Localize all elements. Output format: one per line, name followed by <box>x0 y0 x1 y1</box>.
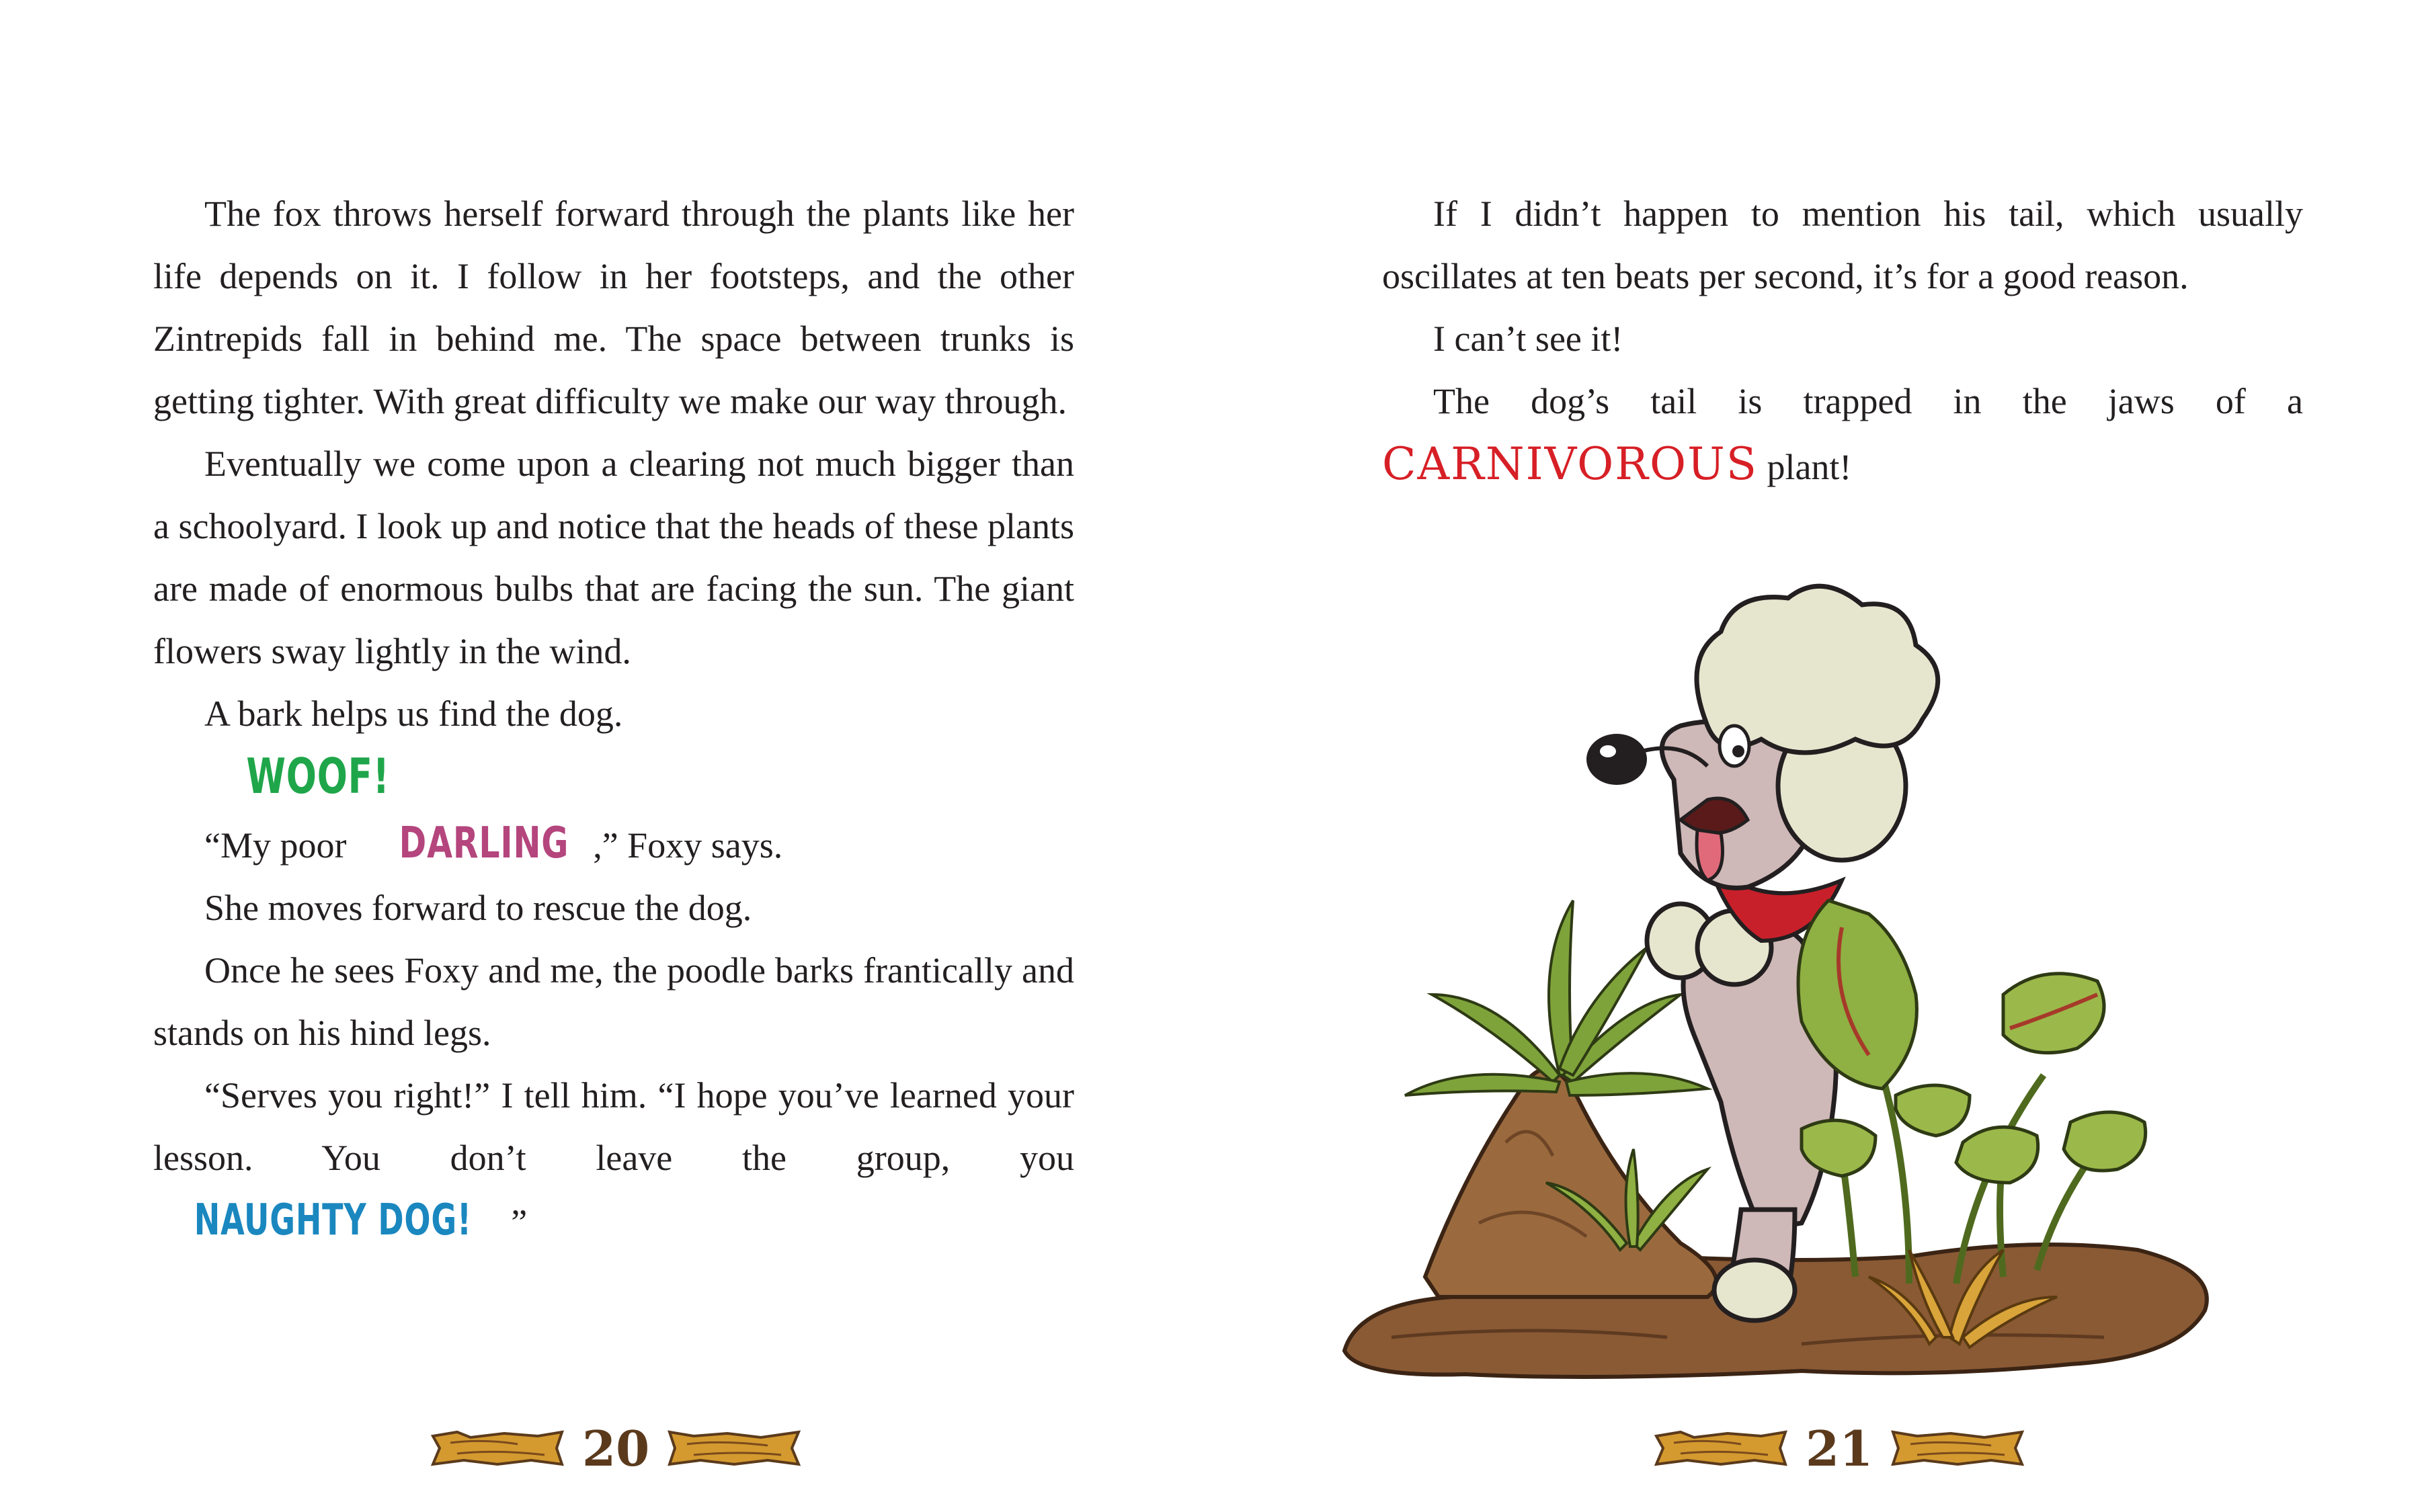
serves-text-before: “Serves you right!” I tell him. “I hope you’ve learned your lesson. You don’t leave the group, you <box>153 1075 1074 1178</box>
paragraph: Once he sees Foxy and me, the poodle barks frantically and stands on his hind legs. <box>153 950 1074 1053</box>
wood-plank-icon <box>430 1429 565 1467</box>
darling-text-before: “My poor <box>204 825 356 866</box>
wood-plank-icon <box>1890 1429 2025 1467</box>
trapped-text-before: The dog’s tail is trapped in the jaws of a <box>1433 381 2303 421</box>
paragraph: I can’t see it! <box>1433 319 1623 359</box>
right-page-text <box>1382 183 2303 499</box>
serves-text-after: ” <box>511 1202 528 1243</box>
woof-sound-effect-line <box>153 745 1074 812</box>
trapped-text-after: plant! <box>1757 447 1852 487</box>
woof-sound-effect: WOOF! <box>246 748 390 804</box>
right-page <box>1210 0 2420 1512</box>
paragraph: A bark helps us find the dog. <box>204 694 623 734</box>
darling-paragraph <box>153 812 1074 877</box>
paragraph: If I didn’t happen to mention his tail, which usually oscillates at ten beats per second, it’s for a good reason. <box>1382 194 2303 296</box>
paragraph: She moves forward to rescue the dog. <box>204 888 752 928</box>
page-number: 20 <box>582 1419 650 1477</box>
left-page-text <box>153 183 1074 1254</box>
page-number-right <box>1654 1418 2025 1478</box>
paragraph: The fox throws herself forward through the plants like her life depends on it. I follow in her footsteps, and the other Zintrepids fall in behind me. The space between trunks is getting tighter. With great difficulty we make our way through. <box>153 194 1074 421</box>
serves-paragraph <box>153 1064 1074 1254</box>
carnivorous-sound-effect: CARNIVOROUS <box>1382 438 1758 490</box>
wood-plank-icon <box>667 1429 801 1467</box>
darling-text-after: ,” Foxy says. <box>593 825 783 866</box>
naughty-dog-sound-effect: NAUGHTY DOG! <box>194 1195 472 1245</box>
page-number: 21 <box>1806 1419 1873 1477</box>
page-number-left <box>430 1418 801 1478</box>
wood-plank-icon <box>1654 1429 1788 1467</box>
paragraph: Eventually we come upon a clearing not much bigger than a schoolyard. I look up and notice that the heads of these plants are made of enormous bulbs that are facing the sun. The giant flowers sway lightly in the wind. <box>153 444 1074 671</box>
trapped-paragraph <box>1382 370 2303 499</box>
darling-sound-effect: DARLING <box>399 818 569 868</box>
poodle-venus-flytrap-illustration <box>1331 564 2225 1398</box>
